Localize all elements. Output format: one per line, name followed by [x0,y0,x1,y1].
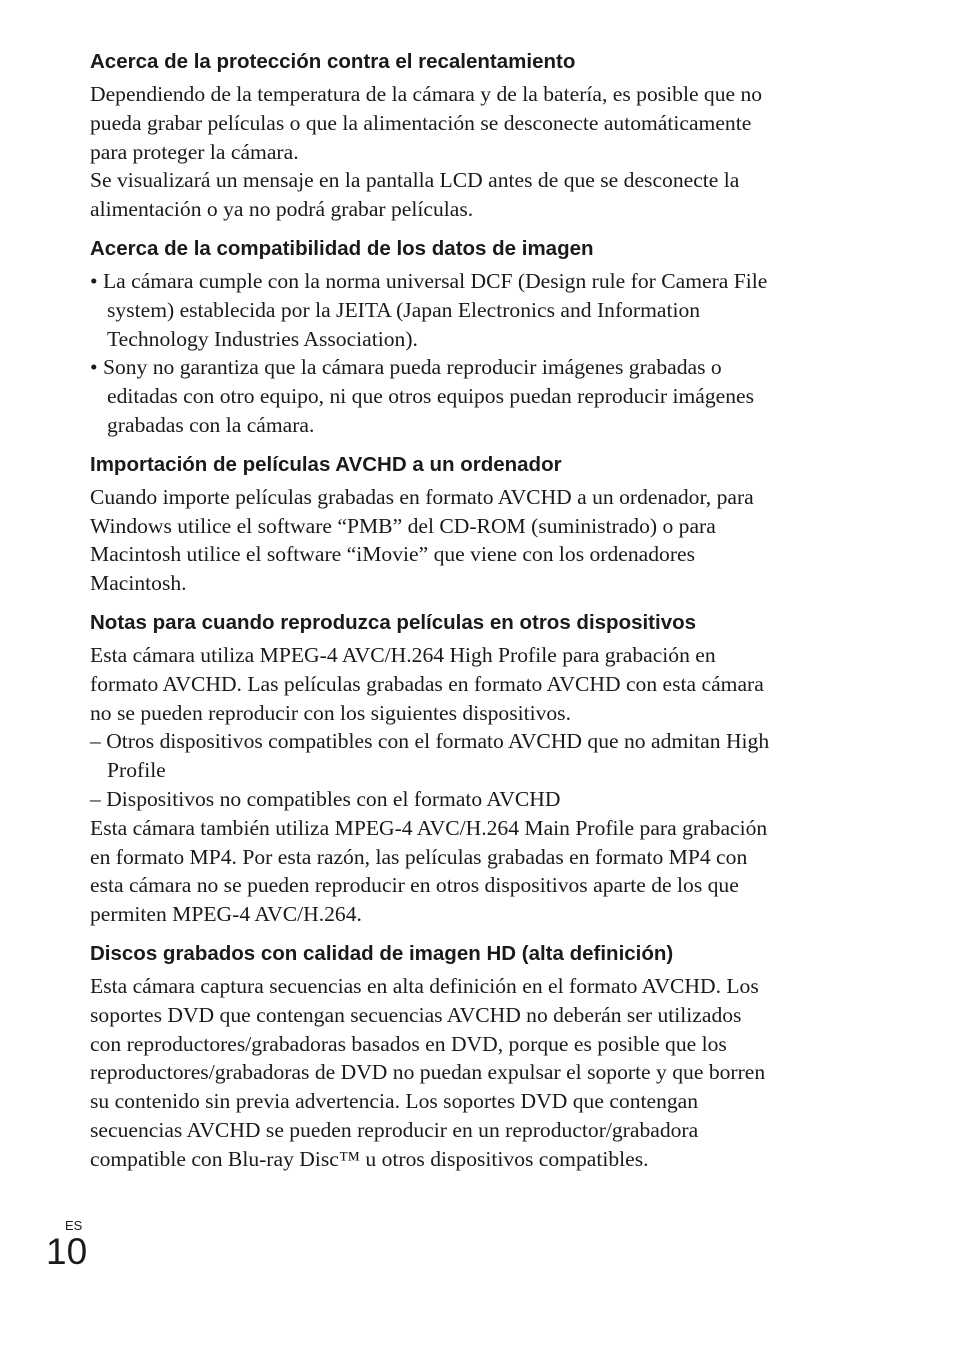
dash-item-line: – Dispositivos no compatibles con el formato AVCHD [90,786,561,811]
paragraph-line: soportes DVD que contengan secuencias AVCHD no deberán ser utilizados [90,1002,742,1027]
paragraph-line: Esta cámara utiliza MPEG-4 AVC/H.264 High Profile para grabación en [90,642,716,667]
section-avchd-import [90,451,850,598]
paragraph-line: Macintosh. [90,571,187,596]
paragraph-line: para proteger la cámara. [90,139,299,164]
bullet-continuation-line: editadas con otro equipo, ni que otros equipos puedan reproducir imágenes [107,384,755,409]
section-heading: Discos grabados con calidad de imagen HD (alta definición) [90,941,674,965]
paragraph-line: Macintosh utilice el software “iMovie” que viene con los ordenadores [90,542,696,567]
bullet-continuation-line: system) establecida por la JEITA (Japan Electronics and Information [107,297,701,322]
paragraph-line: Cuando importe películas grabadas en formato AVCHD a un ordenador, para [90,484,754,509]
dash-item-continuation-line: Profile [107,758,166,783]
language-code: ES [65,1218,83,1233]
bullet-continuation-line: Technology Industries Association). [107,326,418,351]
paragraph-line: permiten MPEG-4 AVC/H.264. [90,902,362,927]
section-hd-discs [90,940,850,1174]
paragraph-line: Esta cámara captura secuencias en alta definición en el formato AVCHD. Los [90,973,759,998]
paragraph-line: no se pueden reproducir con los siguientes dispositivos. [90,700,571,725]
paragraph-line: con reproductores/grabadoras basados en DVD, porque es posible que los [90,1031,727,1056]
page-folio [46,1218,87,1270]
page-number: 10 [46,1231,88,1272]
paragraph-line: reproductores/grabadoras de DVD no puedan expulsar el soporte y que borren [90,1060,766,1085]
page-content [90,48,850,1185]
section-overheating [90,48,850,224]
dash-item-line: – Otros dispositivos compatibles con el formato AVCHD que no admitan High [90,729,770,754]
paragraph-line: Se visualizará un mensaje en la pantalla LCD antes de que se desconecte la [90,168,740,193]
section-heading: Importación de películas AVCHD a un ordenador [90,452,562,476]
paragraph-line: en formato MP4. Por esta razón, las películas grabadas en formato MP4 con [90,844,748,869]
paragraph-line: su contenido sin previa advertencia. Los soportes DVD que contengan [90,1089,699,1114]
section-heading: Acerca de la protección contra el recalentamiento [90,50,576,73]
paragraph-line: formato AVCHD. Las películas grabadas en formato AVCHD con esta cámara [90,671,764,696]
section-heading: Acerca de la compatibilidad de los datos de imagen [90,236,594,260]
bullet-line: • Sony no garantiza que la cámara pueda reproducir imágenes grabadas o [90,355,722,380]
paragraph-line: Windows utilice el software “PMB” del CD-ROM (suministrado) o para [90,513,716,538]
paragraph-line: esta cámara no se pueden reproducir en otros dispositivos aparte de los que [90,873,739,898]
section-image-compatibility [90,235,850,440]
section-playback-notes [90,609,850,929]
paragraph-line: compatible con Blu-ray Disc™ u otros dispositivos compatibles. [90,1146,649,1171]
paragraph-line: alimentación o ya no podrá grabar películas. [90,197,474,222]
paragraph-line: secuencias AVCHD se pueden reproducir en un reproductor/grabadora [90,1117,699,1142]
section-heading: Notas para cuando reproduzca películas en otros dispositivos [90,610,697,634]
paragraph-line: Esta cámara también utiliza MPEG-4 AVC/H.264 Main Profile para grabación [90,815,768,840]
paragraph-line: Dependiendo de la temperatura de la cámara y de la batería, es posible que no [90,82,763,106]
paragraph-line: pueda grabar películas o que la alimentación se desconecte automáticamente [90,110,752,135]
bullet-continuation-line: grabadas con la cámara. [107,412,315,437]
bullet-line: • La cámara cumple con la norma universal DCF (Design rule for Camera File [90,268,768,293]
